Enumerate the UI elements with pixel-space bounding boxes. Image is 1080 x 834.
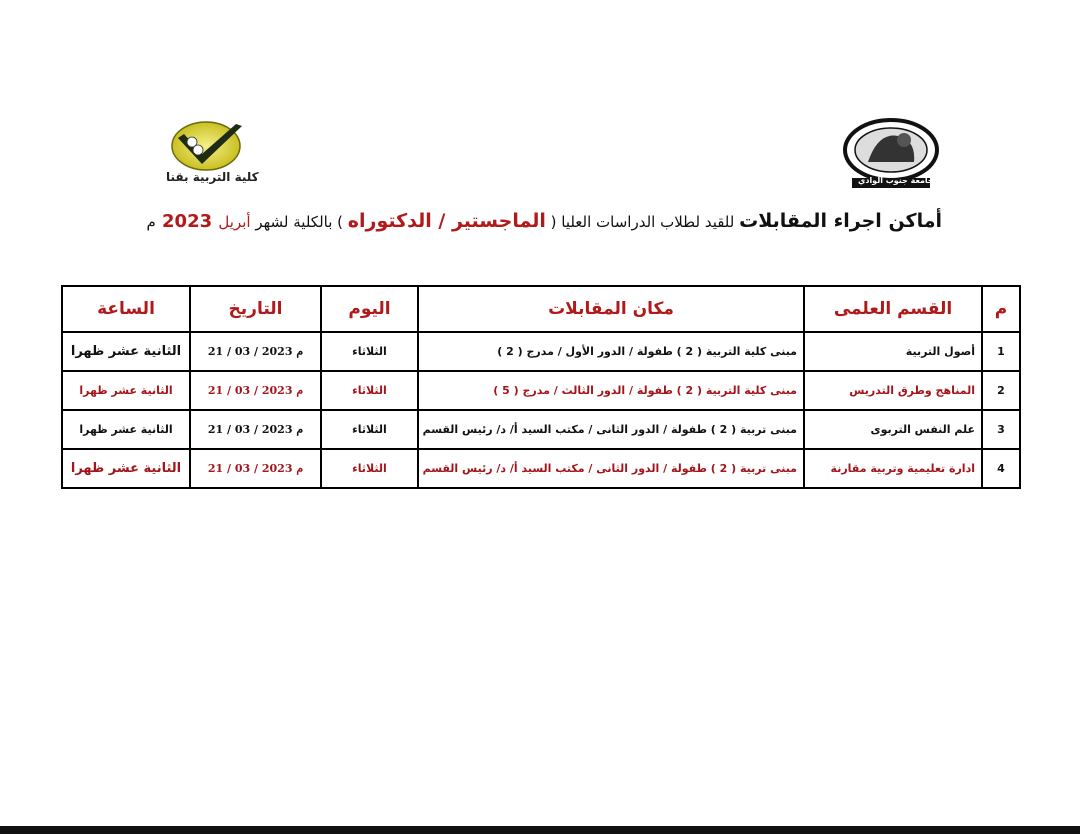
- row-date: م 2023 / 03 / 21: [190, 410, 321, 449]
- row-date: م 2023 / 03 / 21: [190, 332, 321, 371]
- bottom-edge-bar: [0, 826, 1080, 834]
- row-place: مبنى تربية ( 2 ) طفولة / الدور الثانى / مكتب السيد أ/ د/ رئيس القسم: [418, 449, 804, 488]
- header-dept: القسم العلمى: [804, 286, 982, 332]
- row-num: 2: [982, 371, 1020, 410]
- university-logo: [838, 118, 944, 190]
- row-time: الثانية عشر ظهرا: [62, 410, 190, 449]
- title-purpose: للقيد لطلاب الدراسات العليا (: [545, 213, 740, 231]
- row-place: مبنى تربية ( 2 ) طفولة / الدور الثانى / مكتب السيد أ/ د/ رئيس القسم: [418, 410, 804, 449]
- row-date: م 2023 / 03 / 21: [190, 449, 321, 488]
- row-day: الثلاثاء: [321, 410, 418, 449]
- title-degree-masters: الماجستير: [451, 210, 546, 232]
- page-title: [130, 210, 942, 232]
- row-place: مبنى كلية التربية ( 2 ) طفولة / الدور الأول / مدرج ( 2 ): [418, 332, 804, 371]
- title-main: أماكن اجراء المقابلات: [739, 210, 942, 232]
- header-day: اليوم: [321, 286, 418, 332]
- faculty-logo-caption: كلية التربية بقنا: [166, 170, 259, 184]
- row-dept: المناهج وطرق التدريس: [804, 371, 982, 410]
- row-day: الثلاثاء: [321, 449, 418, 488]
- title-year: 2023: [155, 211, 219, 232]
- row-day: الثلاثاء: [321, 371, 418, 410]
- header-time: الساعة: [62, 286, 190, 332]
- row-time: الثانية عشر ظهرا: [62, 332, 190, 371]
- table-row: [62, 410, 1020, 449]
- row-num: 4: [982, 449, 1020, 488]
- row-date: م 2023 / 03 / 21: [190, 371, 321, 410]
- row-dept: علم النفس التربوى: [804, 410, 982, 449]
- row-place: مبنى كلية التربية ( 2 ) طفولة / الدور الثالث / مدرج ( 5 ): [418, 371, 804, 410]
- university-logo-caption: جامعة جنوب الوادي: [858, 176, 934, 185]
- row-time: الثانية عشر ظهرا: [62, 371, 190, 410]
- table-header-row: [62, 286, 1020, 332]
- row-dept: ادارة تعليمية وتربية مقارنة: [804, 449, 982, 488]
- table-row: [62, 371, 1020, 410]
- row-day: الثلاثاء: [321, 332, 418, 371]
- title-college-month: ) بالكلية لشهر: [250, 213, 348, 231]
- header-date: التاريخ: [190, 286, 321, 332]
- title-degree-phd: الدكتوراه: [347, 210, 432, 232]
- header-place: مكان المقابلات: [418, 286, 804, 332]
- title-month: أبريل: [218, 213, 251, 231]
- table-row: [62, 449, 1020, 488]
- row-time: الثانية عشر ظهرا: [62, 449, 190, 488]
- row-num: 1: [982, 332, 1020, 371]
- faculty-logo: [158, 120, 258, 190]
- interview-schedule-table: [61, 285, 1021, 489]
- table-row: [62, 332, 1020, 371]
- header-num: م: [982, 286, 1020, 332]
- row-dept: أصول التربية: [804, 332, 982, 371]
- row-num: 3: [982, 410, 1020, 449]
- title-suffix: م: [146, 213, 156, 231]
- title-separator: /: [431, 210, 452, 232]
